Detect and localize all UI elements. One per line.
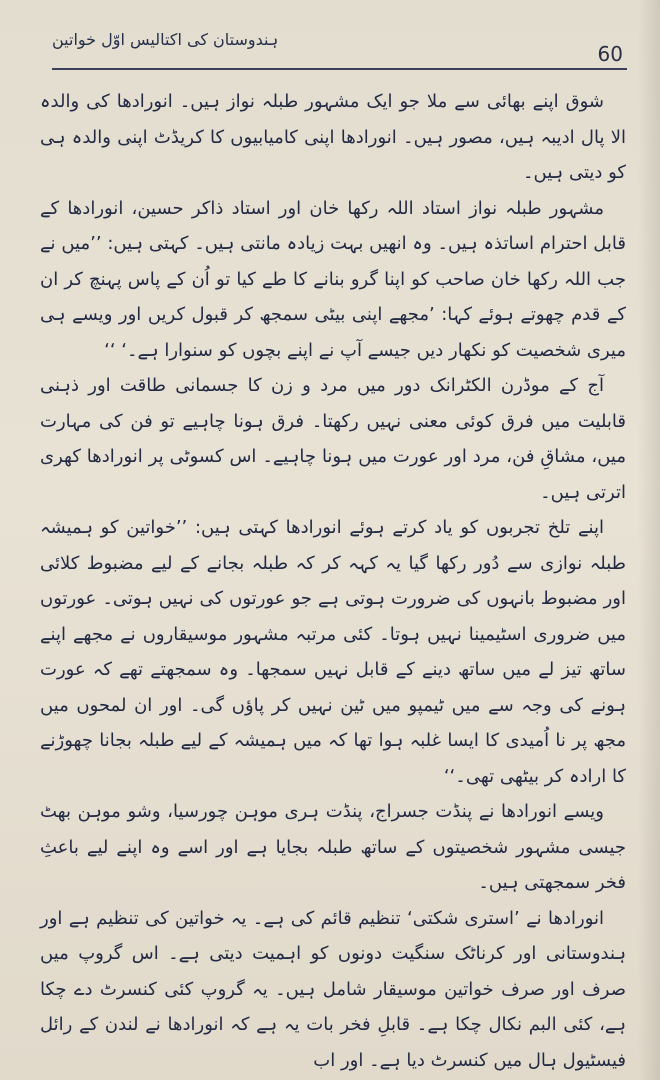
paragraph-1: شوق اپنے بھائی سے ملا جو ایک مشہور طبلہ نواز ہیں۔ انورادھا کی والدہ الا پال ادیبہ ہیں، مصور ہیں۔ انورادھا اپنی کامیابیوں کا کریڈٹ اپنی والدہ ہی کو دیتی ہیں۔ xyxy=(40,91,626,183)
paragraph-5: ویسے انورادھا نے پنڈت جسراج، پنڈت ہری موہن چورسیا، وشو موہن بھٹ جیسی مشہور شخصیتوں کے ساتھ طبلہ بجایا ہے اور اسے وہ اپنے لیے باعثِ فخر سمجھتی ہیں۔ xyxy=(40,801,626,893)
page-edge-shadow xyxy=(638,0,660,1080)
running-title: ہندوستان کی اکتالیس اوّل خواتین xyxy=(52,30,279,49)
page-number: 60 xyxy=(597,42,623,66)
paragraph-6: انورادھا نے ’استری شکتی‘ تنظیم قائم کی ہے۔ یہ خواتین کی تنظیم ہے اور ہندوستانی اور کرناٹک سنگیت دونوں کو اہمیت دیتی ہے۔ اس گروپ میں صرف اور صرف خواتین موسیقار شامل ہیں۔ یہ گروپ کئی کنسرٹ دے چکا ہے، کئی البم نکال چکا ہے۔ قابلِ فخر بات یہ ہے کہ انورادھا نے لندن کے رائل فیسٹیول ہال میں کنسرٹ دیا ہے۔ اور اب xyxy=(40,907,626,1071)
body-text xyxy=(40,84,626,1078)
paragraph-4: اپنے تلخ تجربوں کو یاد کرتے ہوئے انورادھا کہتی ہیں: ’’خواتین کو ہمیشہ طبلہ نوازی سے دُور رکھا گیا یہ کہہ کر کہ طبلہ بجانے کے لیے مضبوط کلائی اور مضبوط بانہوں کی ضرورت ہوتی ہے جو عورتوں کی نہیں ہوتی۔ عورتوں میں ضروری اسٹیمینا نہیں ہوتا۔ کئی مرتبہ مشہور موسیقاروں نے مجھے اپنے ساتھ تیز لے میں ساتھ دینے کے قابل نہیں سمجھا۔ وہ سمجھتے تھے کہ عورت ہونے کی وجہ سے میں ٹیمپو میں ٹین نہیں کر پاؤں گی۔ اور ان لمحوں میں مجھ پر نا اُمیدی کا ایسا غلبہ ہوا تھا کہ میں ہمیشہ کے لیے طبلہ بجانا چھوڑنے کا ارادہ کر بیٹھی تھی۔‘‘ xyxy=(40,517,626,787)
paragraph-3: آج کے موڈرن الکٹرانک دور میں مرد و زن کا جسمانی طاقت اور ذہنی قابلیت میں فرق کوئی معنی نہیں رکھتا۔ فرق ہونا چاہیے تو فن کی مہارت میں، مشاقِ فن، مرد اور عورت میں ہونا چاہیے۔ اس کسوٹی پر انورادھا کھری اترتی ہیں۔ xyxy=(40,375,626,503)
header-rule xyxy=(52,68,627,70)
paragraph-2: مشہور طبلہ نواز استاد اللہ رکھا خان اور استاد ذاکر حسین، انورادھا کے قابل احترام اساتذہ ہیں۔ وہ انھیں بہت زیادہ مانتی ہیں۔ کہتی ہیں: ’’میں نے جب اللہ رکھا خان صاحب کو اپنا گرو بنانے کا طے کیا تو اُن کے پاس پہنچ کر ان کے قدم چھوتے ہوئے کہا: ’مجھے اپنی بیٹی سمجھ کر قبول کریں اور ویسے ہی میری شخصیت کو نکھار دیں جیسے آپ نے اپنے بچوں کو سنوارا ہے۔‘ ‘‘ xyxy=(40,197,626,361)
page-header xyxy=(52,28,627,74)
